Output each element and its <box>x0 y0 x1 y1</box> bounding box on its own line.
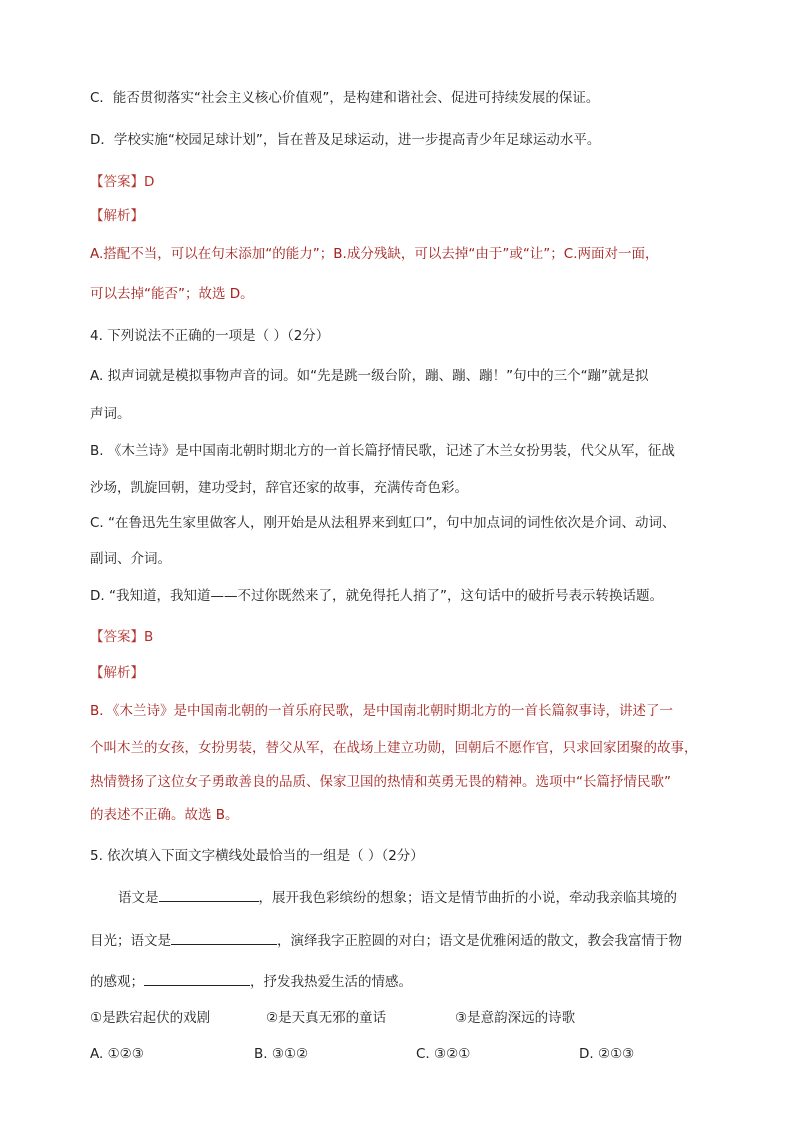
q5-choice-2: ②是天真无邪的童话 <box>266 1010 387 1026</box>
q5-option-d: D. ②①③ <box>579 1046 635 1062</box>
q5-passage-line1 <box>118 887 677 908</box>
q3-analysis-line2: 可以去掉“能否”；故选 D。 <box>90 286 254 302</box>
q4-analysis-line1: B．《木兰诗》是中国南北朝的一首乐府民歌，是中国南北朝时期北方的一首长篇叙事诗，讲述了一 <box>90 703 674 719</box>
q5-stem: 5. 依次填入下面文字横线处最恰当的一组是（ ）（2分） <box>90 848 424 864</box>
q5-passage-line3 <box>90 971 412 992</box>
answer-value: B <box>144 629 154 645</box>
answer-label: 【答案】 <box>90 629 144 645</box>
q4-option-a-line1: A. 拟声词就是模拟事物声音的词。如“先是跳一级台阶，蹦、蹦、蹦！”句中的三个“蹦”就是拟 <box>90 368 649 384</box>
fill-blank-3 <box>144 971 250 986</box>
q5-passage-line2 <box>90 930 682 951</box>
q4-option-d-line1: D. “我知道，我知道——不过你既然来了，就免得托人捎了”，这句话中的破折号表示转换话题。 <box>90 588 663 604</box>
q3-option-c: C．能否贯彻落实“社会主义核心价值观”，是构建和谐社会、促进可持续发展的保证。 <box>90 90 600 106</box>
q3-option-d: D．学校实施“校园足球计划”，旨在普及足球运动，进一步提高青少年足球运动水平。 <box>90 132 601 148</box>
q4-analysis-line3: 热情赞扬了这位女子勇敢善良的品质、保家卫国的热情和英勇无畏的精神。选项中“长篇抒情民歌” <box>90 774 671 790</box>
q4-option-a-line2: 声词。 <box>90 406 131 422</box>
q4-option-c-line2: 副词、介词。 <box>90 551 171 567</box>
q5-choice-3: ③是意韵深远的诗歌 <box>455 1010 576 1026</box>
q4-analysis-label: 【解析】 <box>90 665 144 681</box>
q4-option-c-line1: C. “在鲁迅先生家里做客人，刚开始是从法租界来到虹口”，句中加点词的词性依次是介词、动词、 <box>90 515 676 531</box>
passage-text: ，抒发我热爱生活的情感。 <box>250 974 412 990</box>
q3-answer <box>90 172 154 192</box>
passage-text: ，演绎我字正腔圆的对白；语文是优雅闲适的散文，教会我富情于物 <box>277 933 682 949</box>
q5-option-a: A. ①②③ <box>90 1046 144 1062</box>
q3-analysis-label: 【解析】 <box>90 208 144 224</box>
passage-text: 目光；语文是 <box>90 933 171 949</box>
fill-blank-2 <box>171 930 277 945</box>
q4-stem: 4. 下列说法不正确的一项是（ ）（2分） <box>90 328 330 344</box>
q3-analysis-line1: A.搭配不当，可以在句末添加“的能力”；B.成分残缺，可以去掉“由于”或“让”；C.两面对一面， <box>90 246 659 262</box>
q5-choice-1: ①是跌宕起伏的戏剧 <box>90 1010 211 1026</box>
q4-answer <box>90 627 153 647</box>
passage-text: 的感观； <box>90 974 144 990</box>
passage-text: 语文是 <box>118 890 159 906</box>
answer-label: 【答案】 <box>90 174 144 190</box>
q5-option-b: B. ③①② <box>254 1046 309 1062</box>
q5-option-c: C. ③②① <box>416 1046 471 1062</box>
q4-analysis-line4: 的表述不正确。故选 B。 <box>90 807 239 823</box>
passage-text: ，展开我色彩缤纷的想象；语文是情节曲折的小说，牵动我亲临其境的 <box>258 890 677 906</box>
answer-value: D <box>144 174 155 190</box>
q4-option-b-line2: 沙场，凯旋回朝，建功受封，辞官还家的故事，充满传奇色彩。 <box>90 480 468 496</box>
q4-analysis-line2: 个叫木兰的女孩，女扮男装，替父从军，在战场上建立功勋，回朝后不愿作官，只求回家团聚的故事， <box>90 740 698 756</box>
fill-blank-1 <box>159 887 259 902</box>
q4-option-b-line1: B. 《木兰诗》是中国南北朝时期北方的一首长篇抒情民歌，记述了木兰女扮男装，代父从军，征战 <box>90 443 675 459</box>
